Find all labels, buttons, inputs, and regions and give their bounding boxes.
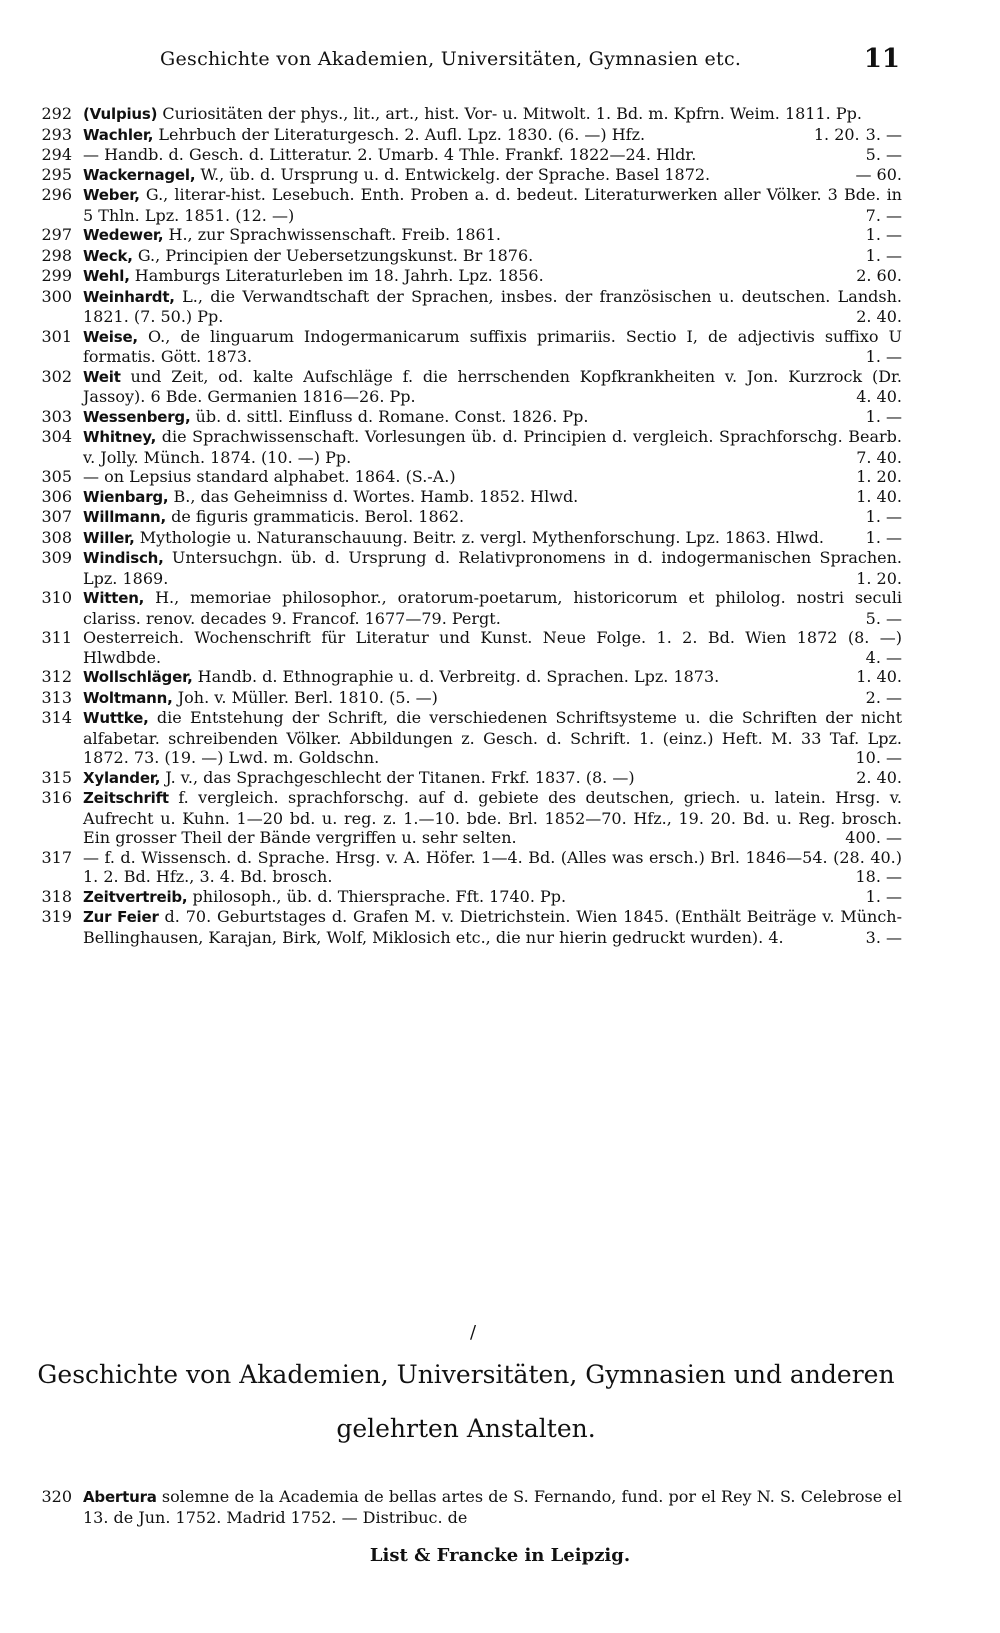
entry-number: 310 [41, 588, 72, 607]
entry-name: Zeitschrift [83, 789, 169, 807]
list-item [30, 327, 902, 367]
entry-number: 305 [41, 467, 72, 486]
list-item [30, 487, 902, 508]
entry-name: Wehl, [83, 267, 130, 285]
entry-price: 2. — [865, 687, 902, 707]
entry-text: H., memoriae philosophor., oratorum-poetarum, historicorum et philolog. nostri seculi clariss. renov. decades 9. Francof. 1677—79. Pergt. [83, 588, 903, 628]
entry-text: Handb. d. Ethnographie u. d. Verbreitg. d. Sprachen. Lpz. 1873. [197, 667, 720, 686]
list-item [30, 548, 902, 588]
entry-text: die Entstehung der Schrift, die verschiedenen Schriftsysteme u. die Schriften der nicht alfabetar. schreibenden Völker. Abbildungen z. Gesch. d. Schrift. 1. (einz.) Heft. M. 33 Taf. Lpz. 1872. 73. (19. —) Lwd. m. Goldschn. [83, 708, 902, 767]
entry-number: 300 [41, 286, 72, 306]
list-item [30, 287, 902, 327]
stray-mark: / [470, 1322, 477, 1343]
entry-text: — on Lepsius standard alphabet. 1864. (S.-A.) [83, 467, 456, 486]
entry-number: 314 [41, 708, 72, 727]
entry-text: B., das Geheimniss d. Wortes. Hamb. 1852. Hlwd. [173, 486, 579, 506]
entry-price: 4. — [865, 647, 902, 667]
list-item [30, 768, 902, 789]
list-item [30, 367, 902, 407]
list-item [30, 145, 902, 165]
list-item [30, 907, 902, 947]
entry-text: Joh. v. Müller. Berl. 1810. (5. —) [177, 687, 438, 707]
entry-price: 1. 20. [856, 568, 902, 588]
entry-number: 293 [41, 124, 72, 144]
list-item [30, 507, 902, 528]
entry-price: 4. 40. [856, 387, 902, 406]
entry-number: 298 [41, 245, 72, 265]
entry-number: 299 [41, 266, 72, 285]
entry-name: Wienbarg, [83, 487, 169, 506]
entry-price: 1. 20. [813, 124, 860, 144]
entry-number: 309 [41, 548, 72, 567]
entry-price: 2. 60. [856, 266, 902, 285]
entry-number: 308 [41, 527, 72, 547]
entry-name: Wessenberg, [83, 407, 191, 426]
entry-price: 7. — [865, 205, 902, 225]
section-heading-line-2: gelehrten Anstalten. [336, 1414, 596, 1443]
entry-name: Willer, [83, 528, 135, 547]
entry-name: Willmann, [83, 508, 166, 526]
entry-number: 302 [41, 366, 72, 386]
entry-name: Weit [83, 367, 121, 386]
list-item [30, 165, 902, 186]
entry-name: Zeitvertreib, [83, 887, 188, 906]
list-item [30, 588, 902, 628]
entry-number: 307 [41, 507, 72, 526]
list-item [30, 848, 902, 887]
entry-price: 1. — [865, 507, 902, 526]
entry-number: 306 [41, 486, 72, 506]
entry-name: Wollschläger, [83, 668, 193, 686]
entry-price: 10. — [855, 748, 902, 767]
list-item [30, 407, 902, 428]
list-item [30, 185, 902, 225]
entry-name: Whitney, [83, 428, 157, 446]
entry-text: — Handb. d. Gesch. d. Litteratur. 2. Umarb. 4 Thle. Frankf. 1822—24. Hldr. [83, 145, 697, 164]
entry-number: 304 [41, 427, 72, 446]
entry-price: 400. — [845, 828, 902, 847]
entry-name: Wachler, [83, 125, 154, 144]
entry-number: 297 [41, 225, 72, 244]
entry-text: W., üb. d. Ursprung u. d. Entwickelg. der Sprache. Basel 1872. [200, 164, 711, 184]
entry-text: Hamburgs Literaturleben im 18. Jahrh. Lpz. 1856. [134, 266, 544, 285]
entry-text: philosoph., üb. d. Thiersprache. Fft. 1740. Pp. [192, 886, 567, 906]
entry-name: Abertura [83, 1488, 157, 1506]
entry-price: — 60. [855, 164, 902, 184]
entry-number: 294 [41, 145, 72, 164]
entry-price: 7. 40. [856, 447, 902, 467]
entry-price: 5. — [865, 145, 902, 164]
entry-name: Wackernagel, [83, 165, 196, 184]
list-item [30, 688, 902, 709]
entry-price: 1. — [865, 225, 902, 244]
list-item [30, 225, 902, 246]
list-item [30, 1487, 902, 1527]
entry-name: Weber, [83, 186, 140, 204]
entry-number: 312 [41, 667, 72, 686]
entry-name: Witten, [83, 589, 145, 607]
entry-text: solemne de la Academia de bellas artes de S. Fernando, fund. por el Rey N. S. Celebrose el 13. de Jun. 1752. Madrid 1752. — Distribuc. de [83, 1487, 902, 1527]
list-item [30, 887, 902, 908]
entry-text: d. 70. Geburtstages d. Grafen M. v. Dietrichstein. Wien 1845. (Enthält Beiträge v. Münch-Bellinghausen, Karajan, Birk, Wolf, Miklosich etc., die nur hierin gedruckt wurden). 4. [83, 907, 902, 947]
entry-price: 1. — [865, 245, 902, 265]
entry-text: H., zur Sprachwissenschaft. Freib. 1861. [168, 225, 501, 244]
entry-number: 295 [41, 164, 72, 184]
entry-text: die Sprachwissenschaft. Vorlesungen üb. d. Principien d. vergleich. Sprachforschg. Bearb. v. Jolly. Münch. 1874. (10. —) Pp. [83, 427, 903, 467]
entry-name: Weise, [83, 327, 138, 346]
entry-price: 1. — [865, 347, 902, 366]
entry-price: 2. 40. [856, 307, 902, 326]
entry-text: Lehrbuch der Literaturgesch. 2. Aufl. Lpz. 1830. (6. —) Hfz. [158, 124, 646, 144]
entry-text: O., de linguarum Indogermanicarum suffixis primariis. Sectio I, de adjectivis suffixo U formatis. Gött. 1873. [83, 326, 902, 366]
entry-number: 301 [41, 326, 72, 346]
entry-text: J. v., das Sprachgeschlecht der Titanen. Frkf. 1837. (8. —) [165, 767, 635, 787]
entry-number: 316 [41, 788, 72, 807]
entry-price: 5. — [865, 608, 902, 628]
final-entry [30, 1487, 902, 1527]
entry-number: 313 [41, 687, 72, 707]
entry-name: Xylander, [83, 768, 161, 787]
entry-price: 18. — [855, 867, 902, 886]
entry-number: 296 [41, 185, 72, 204]
entry-list [30, 104, 902, 947]
entry-text: — f. d. Wissensch. d. Sprache. Hrsg. v. A. Höfer. 1—4. Bd. (Alles was ersch.) Brl. 1846—54. (28. 40.) 1. 2. Bd. Hfz., 3. 4. Bd. brosch. [83, 847, 902, 886]
entry-number: 319 [41, 907, 72, 926]
entry-name: Weck, [83, 246, 133, 265]
entry-price: 3. — [865, 124, 902, 144]
list-item [30, 528, 902, 549]
entry-text: G., literar-hist. Lesebuch. Enth. Proben a. d. bedeut. Literaturwerken aller Völker. 3 Bde. in 5 Thln. Lpz. 1851. (12. —) [83, 185, 902, 225]
entry-name: (Vulpius) [83, 105, 158, 123]
running-title: Geschichte von Akademien, Universitäten, Gymnasien etc. [160, 48, 742, 70]
entry-text: und Zeit, od. kalte Aufschläge f. die herrschenden Kopfkrankheiten v. Jon. Kurzrock (Dr. Jassoy). 6 Bde. Germanien 1816—26. Pp. [83, 366, 903, 406]
list-item [30, 708, 902, 768]
entry-price: 1. 40. [856, 486, 902, 506]
list-item [30, 246, 902, 267]
entry-text: Mythologie u. Naturanschauung. Beitr. z. vergl. Mythenforschung. Lpz. 1863. Hlwd. [139, 527, 824, 547]
entry-name: Wedewer, [83, 226, 164, 244]
publisher-footer: List & Francke in Leipzig. [369, 1545, 631, 1566]
entry-name: Zur Feier [83, 908, 159, 926]
entry-name: Wuttke, [83, 709, 149, 727]
list-item [30, 628, 902, 667]
entry-text: Oesterreich. Wochenschrift für Literatur und Kunst. Neue Folge. 1. 2. Bd. Wien 1872 (8. —) Hlwdbde. [83, 628, 902, 667]
entry-name: Woltmann, [83, 688, 173, 707]
entry-price: 1. 20. [856, 467, 902, 486]
list-item [30, 125, 902, 146]
entry-number: 320 [41, 1487, 72, 1506]
entry-price: 1. 40. [856, 667, 902, 686]
entry-text: L., die Verwandtschaft der Sprachen, insbes. der französischen u. deutschen. Landsh. 1821. (7. 50.) Pp. [83, 286, 902, 326]
entry-number: 303 [41, 406, 72, 426]
entry-price: 1. — [865, 886, 902, 906]
list-item [30, 788, 902, 848]
page-number: 11 [863, 44, 900, 74]
entry-number: 318 [41, 886, 72, 906]
list-item [30, 467, 902, 487]
list-item [30, 427, 902, 467]
entry-text: f. vergleich. sprachforschg. auf d. gebiete des deutschen, griech. u. latein. Hrsg. v. Aufrecht u. Kuhn. 1—20 bd. u. reg. z. 1.—10. bde. Brl. 1852—70. Hfz., 19. 20. Bd. u. Reg. brosch. Ein grosser Theil der Bände vergriffen u. sehr selten. [83, 788, 902, 847]
entry-text: G., Principien der Uebersetzungskunst. Br 1876. [137, 245, 534, 265]
entry-name: Windisch, [83, 549, 164, 567]
entry-number: 315 [41, 767, 72, 787]
entry-price: 2. 40. [856, 767, 902, 787]
entry-price: 3. — [865, 927, 902, 947]
entry-text: Untersuchgn. üb. d. Ursprung d. Relativpronomens in d. indogermanischen Sprachen. Lpz. 1869. [83, 548, 903, 588]
page-header [160, 44, 900, 78]
entry-number: 311 [41, 628, 72, 647]
entry-number: 292 [41, 104, 72, 123]
entry-name: Weinhardt, [83, 287, 175, 306]
entry-text: Curiositäten der phys., lit., art., hist. Vor- u. Mitwolt. 1. Bd. m. Kpfrn. Weim. 1811. Pp. [162, 104, 862, 123]
list-item [30, 266, 902, 287]
entry-text: de figuris grammaticis. Berol. 1862. [171, 507, 465, 526]
section-heading-line-1: Geschichte von Akademien, Universitäten, Gymnasien und anderen [37, 1360, 895, 1389]
section-heading [30, 1348, 902, 1456]
entry-number: 317 [41, 847, 72, 867]
entry-price: 1. — [865, 406, 902, 426]
list-item [30, 667, 902, 688]
entry-text: üb. d. sittl. Einfluss d. Romane. Const. 1826. Pp. [195, 406, 589, 426]
entry-price: 1. — [865, 527, 902, 547]
